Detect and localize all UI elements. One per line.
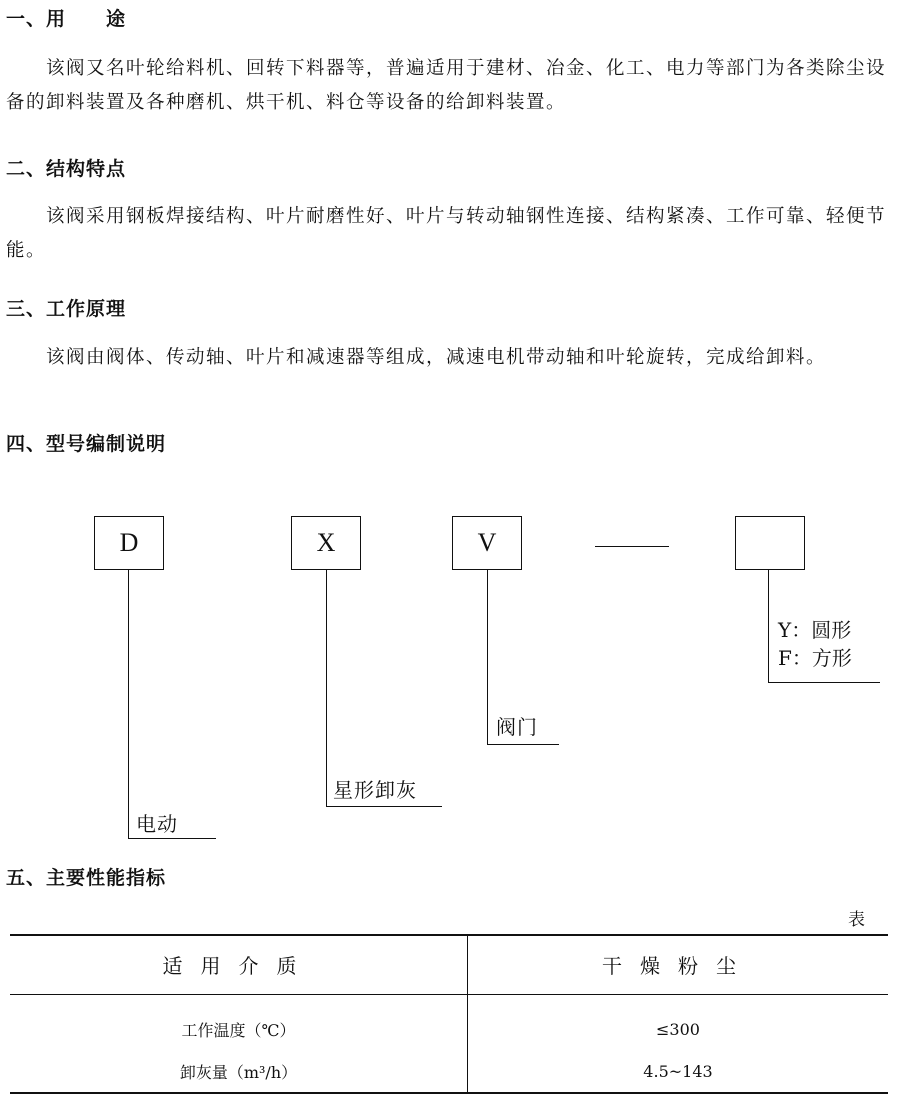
leader-line-d xyxy=(128,570,129,838)
label-shape-options xyxy=(778,616,852,672)
table-cell-label: 卸灰量（m³/h） xyxy=(179,1062,298,1082)
table-cell-value: 4.5~143 xyxy=(468,1050,889,1092)
table-row xyxy=(10,1050,888,1092)
section-heading-model-code: 四、型号编制说明 xyxy=(6,433,167,455)
section-body-structure: 该阀采用钢板焊接结构、叶片耐磨性好、叶片与转动轴钢性连接、结构紧凑、工作可靠、轻便节能。 xyxy=(6,206,887,261)
leader-underline-d xyxy=(128,838,216,839)
table-cell-value: ≤300 xyxy=(468,995,889,1051)
leader-line-x xyxy=(326,570,327,806)
code-box-shape xyxy=(735,516,805,570)
label-valve: 阀门 xyxy=(496,715,538,739)
section-heading-performance: 五、主要性能指标 xyxy=(6,867,167,889)
label-star-unloader: 星形卸灰 xyxy=(333,778,417,802)
option-round: Y：圆形 xyxy=(778,618,852,642)
section-heading-principle: 三、工作原理 xyxy=(6,298,127,320)
table-row xyxy=(10,995,888,1051)
table-header-medium: 适用介质 xyxy=(10,934,468,995)
leader-underline-shape xyxy=(768,682,880,683)
table-caption: 表 xyxy=(848,910,865,930)
section-heading-usage: 一、用 途 xyxy=(6,8,127,30)
code-box-x: X xyxy=(291,516,361,570)
table-header-row xyxy=(10,934,888,995)
leader-line-v xyxy=(487,570,488,744)
label-electric: 电动 xyxy=(136,812,178,836)
leader-underline-x xyxy=(326,806,442,807)
code-dash xyxy=(595,546,669,547)
section-body-principle: 该阀由阀体、传动轴、叶片和减速器等组成，减速电机带动轴和叶轮旋转，完成给卸料。 xyxy=(46,347,827,368)
code-box-v: V xyxy=(452,516,522,570)
option-square: F：方形 xyxy=(778,646,852,670)
section-body-usage: 该阀又名叶轮给料机、回转下料器等，普遍适用于建材、冶金、化工、电力等部门为各类除尘设备的卸料装置及各种磨机、烘干机、料仓等设备的给卸料装置。 xyxy=(6,58,887,113)
table-cell-label: 工作温度（℃） xyxy=(181,1020,296,1040)
table-header-value: 干燥粉尘 xyxy=(468,934,889,995)
section-heading-structure: 二、结构特点 xyxy=(6,158,127,180)
leader-underline-v xyxy=(487,744,559,745)
code-box-d: D xyxy=(94,516,164,570)
leader-line-shape xyxy=(768,570,769,682)
performance-table xyxy=(10,934,888,1092)
